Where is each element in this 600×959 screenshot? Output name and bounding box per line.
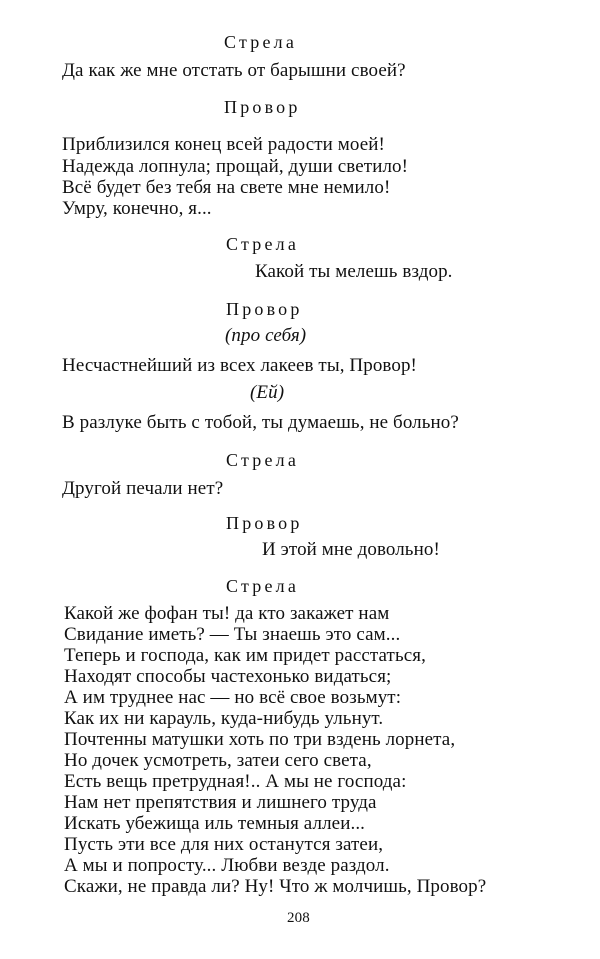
verse-line: Находят способы частехонько видаться; bbox=[64, 666, 392, 687]
verse-line: Какой ты мелешь вздор. bbox=[255, 261, 453, 282]
verse-line: Надежда лопнула; прощай, души светило! bbox=[62, 156, 409, 177]
verse-line: Пусть эти все для них останутся затеи, bbox=[64, 834, 384, 855]
verse-line: Приблизился конец всей радости моей! bbox=[62, 134, 385, 155]
verse-line: Свидание иметь? — Ты знаешь это сам... bbox=[64, 624, 401, 645]
verse-line: Другой печали нет? bbox=[62, 478, 224, 499]
speaker-name: Провор bbox=[224, 97, 301, 117]
verse-line: В разлуке быть с тобой, ты думаешь, не больно? bbox=[62, 412, 459, 433]
verse-line: Почтенны матушки хоть по три вздень лорнета, bbox=[64, 729, 456, 750]
speaker-name: Стрела bbox=[226, 234, 300, 254]
verse-line: И этой мне довольно! bbox=[262, 539, 440, 560]
verse-line: Какой же фофан ты! да кто закажет нам bbox=[64, 603, 390, 624]
verse-line: Да как же мне отстать от барышни своей? bbox=[62, 60, 406, 81]
speaker-name: Стрела bbox=[226, 450, 300, 470]
verse-line: Как их ни карауль, куда-нибудь ульнут. bbox=[64, 708, 384, 729]
verse-line: А мы и попросту... Любви везде раздол. bbox=[64, 855, 390, 876]
stage-direction: (Ей) bbox=[250, 382, 285, 403]
speaker-name: Стрела bbox=[226, 576, 300, 596]
page-number: 208 bbox=[287, 910, 310, 926]
verse-line: Нам нет препятствия и лишнего труда bbox=[64, 792, 377, 813]
speaker-name: Провор bbox=[226, 513, 303, 533]
verse-line: Всё будет без тебя на свете мне немило! bbox=[62, 177, 391, 198]
speaker-name: Стрела bbox=[224, 32, 298, 52]
verse-line: Искать убежища иль темныя аллеи... bbox=[64, 813, 366, 834]
verse-line: Но дочек усмотреть, затеи сего света, bbox=[64, 750, 372, 771]
speaker-name: Провор bbox=[226, 299, 303, 319]
stage-direction: (про себя) bbox=[225, 325, 307, 346]
verse-line: Несчастнейший из всех лакеев ты, Провор! bbox=[62, 355, 417, 376]
verse-line: Умру, конечно, я... bbox=[62, 198, 212, 219]
verse-line: Скажи, не правда ли? Ну! Что ж молчишь, Провор? bbox=[64, 876, 487, 897]
verse-line: Есть вещь претрудная!.. А мы не господа: bbox=[64, 771, 407, 792]
verse-line: Теперь и господа, как им придет расстаться, bbox=[64, 645, 426, 666]
verse-line: А им труднее нас — но всё свое возьмут: bbox=[64, 687, 402, 708]
